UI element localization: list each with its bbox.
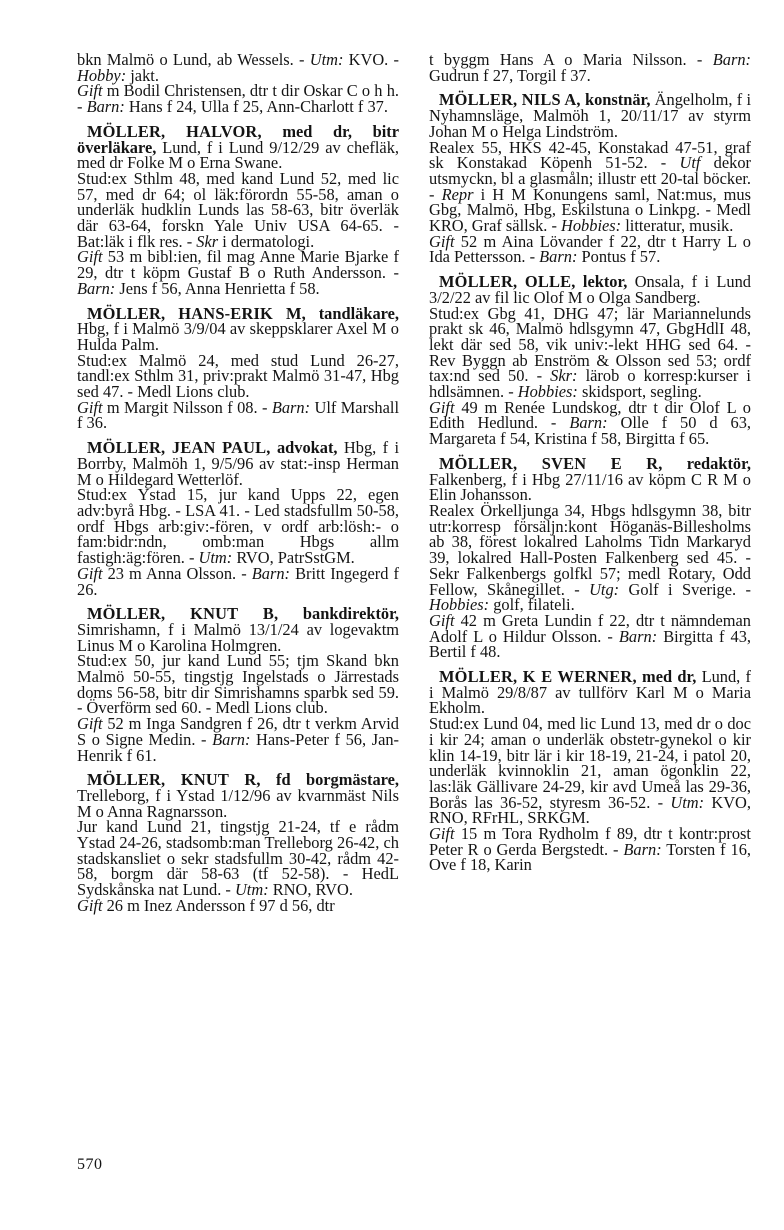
entry-text: Lund, f i Lund 9/12/29 av chefläk, med dr Folke M o Erna Swane. <box>77 137 399 173</box>
person-title: lektor, <box>575 272 628 292</box>
biography-entry <box>429 274 751 447</box>
entry-text: Jur kand Lund 21, tingstjg 21-24, tf e rådm Ystad 24-26, stadsomb:man Trelleborg 26-42, ch stadskansliet o sekr stadsfullm 30-42, rådm 42-58, borgm där 58-63 (tf 52-58). - HedL Sydskånska nat Lund. - <box>77 817 399 900</box>
biography-entry <box>77 772 399 913</box>
entry-text: 42 m Greta Lundin f 22, dtr t nämndeman Adolf L o Hildur Olsson. - <box>429 610 751 646</box>
person-title: med dr, bitr överläkare, <box>77 121 399 157</box>
entry-text: Realex Örkelljunga 34, Hbgs hdlsgymn 38, bitr utr:korresp försäljn:kont Höganäs-Billesholms ab 38, förest lokalred Laholms Tidn Markaryd 39, lokalred Hall-Posten Falkenberg sed 45. - Sekr Falkenbergs golfkl 57; medl Rotary, Odd Fellow, Skånegillet. - <box>429 500 751 599</box>
field-label: Barn: <box>712 50 751 69</box>
field-label: Hobbies: <box>429 595 490 615</box>
field-label: Barn: <box>251 563 291 583</box>
entry-text: jakt. <box>126 65 159 85</box>
field-label: Barn: <box>86 97 125 117</box>
person-title: med dr, <box>636 667 697 687</box>
left-column <box>77 52 399 923</box>
person-name: MÖLLER, SVEN E R, <box>439 453 663 473</box>
person-name: MÖLLER, K E WERNER, <box>439 667 637 687</box>
entry-text: Hbg, f i Borrby, Malmöh 1, 9/5/96 av stat:-insp Herman M o Hildegard Wetterlöf. <box>77 438 399 489</box>
entry-text: Simrishamn, f i Malmö 13/1/24 av logevaktm Linus M o Karolina Holmgren. <box>77 619 399 655</box>
field-label: Utm: <box>234 880 269 900</box>
entry-paragraph <box>77 653 399 716</box>
field-label: Utm: <box>670 792 705 812</box>
entry-paragraph <box>429 137 752 236</box>
entry-heading-paragraph <box>77 303 399 354</box>
entry-text: 52 m Aina Lövander f 22, dtr t Harry L o Ida Pettersson. - <box>429 231 751 267</box>
page-number: 570 <box>77 1156 103 1173</box>
entry-text: Ulf Marshall f 36. <box>77 397 399 433</box>
field-label: Skr: <box>550 366 578 386</box>
entry-paragraph <box>77 716 399 763</box>
person-name: MÖLLER, HANS-ERIK M, <box>87 303 306 323</box>
field-label: Gift <box>77 81 103 101</box>
entry-paragraph <box>77 487 399 566</box>
entry-text: Stud:ex Malmö 24, med stud Lund 26-27, tandl:ex Sthlm 31, priv:prakt Malmö 31-47, Hbg sed 47. - Medl Lions club. <box>77 350 399 402</box>
person-name: MÖLLER, KNUT B, <box>87 604 279 624</box>
entry-text: 53 m bibl:ien, fil mag Anne Marie Bjarke f 29, dtr t köpm Gustaf B o Ruth Andersson. - <box>77 247 399 283</box>
person-name: MÖLLER, KNUT R, <box>87 770 261 790</box>
entry-text: lärob o korresp:kurser i hdlsämnen. - <box>429 366 751 402</box>
entry-heading-paragraph <box>429 274 751 305</box>
entry-text: Onsala, f i Lund 3/2/22 av fil lic Olof M o Olga Sandberg. <box>429 272 751 307</box>
entry-text: Birgitta f 43, Bertil f 48. <box>429 626 751 662</box>
entry-text: Golf i Sverige. - <box>619 579 751 599</box>
field-label: Utm: <box>198 548 233 568</box>
entry-text: litteratur, musik. <box>621 216 734 236</box>
person-title: bankdirektör, <box>278 604 399 624</box>
person-name: MÖLLER, OLLE, <box>439 272 576 292</box>
field-label: Barn: <box>618 626 658 646</box>
field-label: Gift <box>77 563 103 583</box>
entry-text: t byggm Hans A o Maria Nilsson. - <box>429 50 713 69</box>
person-title: fd borgmästare, <box>260 770 399 790</box>
entry-text: Gudrun f 27, Torgil f 37. <box>429 65 591 85</box>
entry-paragraph <box>429 826 751 873</box>
entry-text: skidsport, segling. <box>577 382 702 402</box>
entry-text: Stud:ex Gbg 41, DHG 47; lär Mariannelunds prakt sk 46, Malmö hdlsgymn 47, GbgHdlI 48, lekt där sed 58, vik univ:-lekt HHG sed 64. - Rev Byggn ab Enström & Olsson sed 53; ordf tax:nd sed 50. - <box>429 303 751 386</box>
entry-text: bkn Malmö o Lund, ab Wessels. - <box>77 50 310 69</box>
entry-paragraph <box>77 168 399 251</box>
field-label: Barn: <box>569 413 608 433</box>
entry-text: RVO, PatrSstGM. <box>232 548 355 568</box>
entry-paragraph <box>429 610 751 662</box>
field-label: Gift <box>77 714 103 734</box>
entry-text: RNO, RVO. <box>268 880 353 900</box>
person-name: MÖLLER, JEAN PAUL, <box>87 438 271 458</box>
entry-text: Lund, f i Malmö 29/8/87 av tullförv Karl M o Maria Ekholm. <box>429 667 751 718</box>
entry-text: Torsten f 16, Ove f 18, Karin <box>429 839 751 875</box>
entry-paragraph <box>77 563 399 599</box>
entry-paragraph <box>77 52 399 83</box>
entry-text: Stud:ex Lund 04, med lic Lund 13, med dr o doc i kir 24; aman o underläk obstetr-gynekol o kir klin 14-19, bitr lär i kir 18-19, 21-24, i patol 20, underläk kvinnoklin 21, aman ögonklin 22, las:läk Gällivare 24-29, kir avd Umeå las 29-36, Borås las 36-52, styresm 36-52. - <box>429 714 751 812</box>
biography-entry <box>429 669 751 873</box>
field-label: Hobbies: <box>517 382 578 402</box>
biography-entry <box>77 606 399 763</box>
entry-text: Ängelholm, f i Nyhamnsläge, Malmöh 1, 20/11/17 av styrm Johan M o Helga Lindström. <box>429 90 751 141</box>
entry-text: Stud:ex 50, jur kand Lund 55; tjm Skand bkn Malmö 50-55, tingstjg Ingelstads o Järrestads doms 56-58, bitr dir Simrishamns sparbk sed 59. - Överförm sed 60. - Medl Lions club. <box>77 651 399 718</box>
entry-paragraph <box>429 397 751 449</box>
entry-paragraph <box>77 819 399 898</box>
person-title: redaktör, <box>662 453 751 473</box>
field-label: Utf <box>679 153 701 173</box>
person-title: advokat, <box>270 438 338 458</box>
biography-entry <box>77 440 399 597</box>
field-label: Hobbies: <box>561 216 622 236</box>
field-label: Gift <box>429 397 455 417</box>
entry-heading-paragraph <box>429 92 751 139</box>
entry-text: golf, filateli. <box>489 595 575 615</box>
entry-heading-paragraph <box>429 453 751 505</box>
entry-paragraph <box>77 895 399 915</box>
field-label: Barn: <box>77 278 116 298</box>
entry-heading-paragraph <box>77 440 399 487</box>
entry-text: Trelleborg, f i Ystad 1/12/96 av kvarnmäst Nils M o Anna Ragnarsson. <box>77 785 399 821</box>
entry-paragraph <box>429 52 751 83</box>
field-label: Utg: <box>589 579 620 599</box>
person-name: MÖLLER, NILS A, <box>439 90 581 110</box>
field-label: Gift <box>429 231 455 251</box>
entry-text: Hans f 24, Ulla f 25, Ann-Charlott f 37. <box>124 97 388 117</box>
field-label: Barn: <box>539 247 578 267</box>
entry-text: Hbg, f i Malmö 3/9/04 av skeppsklarer Axel M o Hulda Palm. <box>77 319 399 354</box>
entry-text: i dermatologi. <box>218 231 315 251</box>
entry-text: 49 m Renée Lundskog, dtr t dir Olof L o Edith Hedlund. - <box>429 397 751 433</box>
entry-text: Britt Ingegerd f 26. <box>77 563 399 599</box>
entry-paragraph <box>77 249 399 296</box>
person-name: MÖLLER, HALVOR, <box>87 121 262 141</box>
field-label: Gift <box>429 824 455 844</box>
entry-paragraph <box>77 350 399 402</box>
entry-text: Jens f 56, Anna Henrietta f 58. <box>115 278 320 298</box>
field-label: Barn: <box>271 397 311 417</box>
entry-text: Falkenberg, f i Hbg 27/11/16 av köpm C R M o Elin Johansson. <box>429 469 751 505</box>
entry-heading-paragraph <box>429 669 751 716</box>
biography-entry <box>429 453 751 662</box>
entry-paragraph <box>429 231 751 267</box>
right-column <box>429 52 751 882</box>
entry-text: 26 m Inez Andersson f 97 d 56, dtr <box>102 895 335 915</box>
entry-text: 52 m Inga Sandgren f 26, dtr t verkm Arvid S o Signe Medin. - <box>77 714 399 749</box>
entry-text: Stud:ex Sthlm 48, med kand Lund 52, med lic 57, med dr 64; ol läk:förordn 55-58, aman o underläk hudklin Lunds las 58-63, bitr överläk där 63-64, forskn Yale Univ USA 64-65. - Bat:läk i flk res. - <box>77 168 399 251</box>
field-label: Skr <box>196 231 219 251</box>
entry-paragraph <box>429 500 751 615</box>
entry-heading-paragraph <box>77 772 399 819</box>
entry-text: dekor utsmyckn, bl a glasmåln; illustr ett 20-tal böcker. - <box>429 153 751 204</box>
biography-entry <box>77 303 399 433</box>
entry-continuation <box>77 52 399 115</box>
field-label: Gift <box>77 247 103 267</box>
entry-text: i H M Konungens saml, Nat:mus, mus Gbg, Malmö, Hbg, Eskilstuna o Linkpg. - Medl KRO, Graf sällsk. - <box>429 184 752 236</box>
biography-entry <box>77 121 399 298</box>
field-label: Barn: <box>212 729 251 749</box>
entry-text: Pontus f 57. <box>577 247 661 267</box>
entry-heading-paragraph <box>77 121 399 173</box>
entry-continuation <box>429 52 751 83</box>
entry-text: Stud:ex Ystad 15, jur kand Upps 22, egen adv:byrå Hbg. - LSA 41. - Led stadsfullm 50-58, ordf Hbgs arb:giv:-fören, v ordf arb:lösh:- o fam:bidr:ndn, omb:man Hbgs allm fastigh:äg:fören. - <box>77 485 399 568</box>
entry-text: KVO. - <box>343 50 399 69</box>
field-label: Repr <box>441 184 474 204</box>
field-label: Gift <box>77 397 103 417</box>
entry-text: Olle f 50 d 63, Margareta f 54, Kristina f 58, Birgitta f 65. <box>429 413 751 449</box>
entry-text: m Margit Nilsson f 08. - <box>102 397 272 417</box>
entry-paragraph <box>429 716 751 826</box>
entry-heading-paragraph <box>77 606 399 653</box>
entry-text: Hans-Peter f 56, Jan-Henrik f 61. <box>77 729 400 765</box>
field-label: Gift <box>77 895 103 915</box>
entry-text: KVO, RNO, RFrHL, SRKGM. <box>429 792 751 828</box>
entry-text: Realex 55, HKS 42-45, Konstakad 47-51, graf sk Konstakad Köpenh 51-52. - <box>429 137 751 173</box>
biography-entry <box>429 92 751 265</box>
entry-text: 15 m Tora Rydholm f 89, dtr t kontr:prost Peter R o Gerda Bergstedt. - <box>429 824 751 859</box>
entry-paragraph <box>77 397 399 433</box>
entry-text: m Bodil Christensen, dtr t dir Oskar C o h h. - <box>77 81 399 117</box>
field-label: Gift <box>429 610 455 630</box>
person-title: konstnär, <box>580 90 651 110</box>
entry-paragraph <box>77 81 399 117</box>
person-title: tandläkare, <box>305 303 399 323</box>
entry-paragraph <box>429 303 751 402</box>
field-label: Barn: <box>623 839 662 859</box>
field-label: Utm: <box>309 50 344 69</box>
entry-text: 23 m Anna Olsson. - <box>102 563 252 583</box>
field-label: Hobby: <box>77 65 127 85</box>
